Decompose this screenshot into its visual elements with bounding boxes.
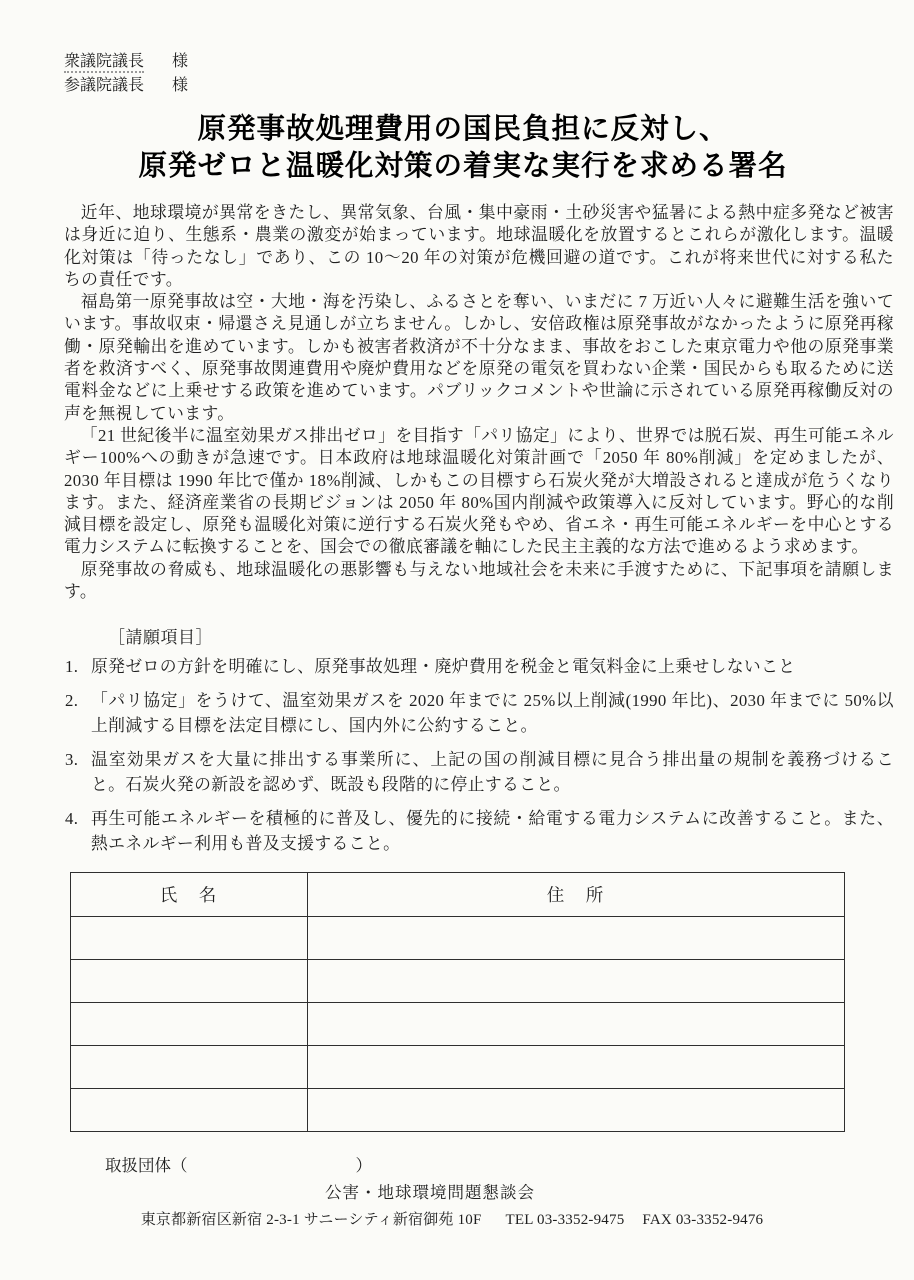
- petition-items-heading: ［請願項目］: [108, 628, 213, 648]
- body-text: [64, 202, 894, 603]
- petition-item-1: [64, 654, 894, 679]
- addressee-honorific: 様: [172, 53, 189, 70]
- body-paragraph-2: 福島第一原発事故は空・大地・海を汚染し、ふるさとを奪い、いまだに 7 万近い人々に避難生活を強いています。事故収束・帰還さえ見通しが立ちません。しかし、安倍政権は原発事故がなかったように原発再稼働・原発輸出を進めています。しかも被害者救済が不十分なまま、事故をおこした東京電力や他の原発事業者を救済すべく、原発事故関連費用や廃炉費用などを原発の電気を買わない企業・国民からも取るために送電料金などに上乗せする政策を進めています。パブリックコメントや世論に示されている原発再稼働反対の声を無視しています。: [64, 292, 894, 423]
- title-line-2: 原発ゼロと温暖化対策の着実な実行を求める署名: [138, 149, 788, 182]
- petition-item-text: 原発ゼロの方針を明確にし、原発事故処理・廃炉費用を税金と電気料金に上乗せしないこと: [91, 657, 796, 677]
- handling-org-field: [105, 1152, 894, 1176]
- signature-name-cell: [71, 960, 308, 1003]
- petition-item-text: 「パリ協定」をうけて、温室効果ガスを 2020 年までに 25%以上削減(1990 年比)、2030 年までに 50%以上削減する目標を法定目標にし、国内外に公約すること。: [91, 691, 894, 736]
- petition-item-number: 3.: [65, 750, 79, 770]
- signature-address-cell: [308, 1046, 845, 1089]
- name-column-header: 氏 名: [71, 873, 308, 917]
- organization-address: 東京都新宿区新宿 2-3-1 サニーシティ新宿御苑 10F: [140, 1212, 482, 1229]
- addressee-honorific: 様: [172, 77, 189, 94]
- petition-item-text: 温室効果ガスを大量に排出する事業所に、上記の国の削減目標に見合う排出量の規制を義務づけること。石炭火発の新設を認めず、既設も段階的に停止すること。: [91, 750, 894, 795]
- handling-org-suffix: ）: [355, 1156, 372, 1176]
- petition-item-4: [64, 806, 894, 856]
- body-paragraph-4: 原発事故の脅威も、地球温暖化の悪影響も与えない地域社会を未来に手渡すために、下記事項を請願します。: [64, 559, 894, 602]
- body-paragraph-3: 「21 世紀後半に温室効果ガス排出ゼロ」を目指す「パリ協定」により、世界では脱石炭、再生可能エネルギー100%への動きが急速です。日本政府は地球温暖化対策計画で「2050 年 80%削減」を定めましたが、2030 年目標は 1990 年比で僅か 18%削減、しかもこの目標すら石炭火発が大増設されると達成が危うくなります。また、経済産業省の長期ビジョンは 2050 年 80%国内削減や政策導入に反対しています。野心的な削減目標を設定し、原発も温暖化対策に逆行する石炭火発もやめ、省エネ・再生可能エネルギーを中心とする電力システムに転換することを、国会での徹底審議を軸にした民主主義的な方法で進めるよう求めます。: [64, 425, 894, 557]
- header-row: [71, 873, 845, 917]
- petition-items-list: [64, 654, 894, 856]
- addressee-house-of-councillors: [64, 74, 894, 98]
- addressee-house-of-representatives: [64, 50, 894, 74]
- signature-address-cell: [308, 960, 845, 1003]
- petition-item-number: 1.: [65, 657, 79, 677]
- signature-rows: [71, 917, 845, 1132]
- signature-name-cell: [71, 1003, 308, 1046]
- body-paragraph-1: 近年、地球環境が異常をきたし、異常気象、台風・集中豪雨・土砂災害や猛暑による熱中症多発など被害は身近に迫り、生態系・農業の激変が始まっています。地球温暖化を放置するとこれらが激化します。温暖化対策は「待ったなし」であり、この 10～20 年の対策が危機回避の道です。これが将来世代に対する私たちの責任です。: [64, 203, 894, 289]
- organization-contact-line: [64, 1208, 840, 1229]
- document-title: [64, 110, 862, 184]
- signature-row: [71, 1003, 845, 1046]
- signature-row: [71, 917, 845, 960]
- petition-item-2: [64, 688, 894, 738]
- signature-row: [71, 1089, 845, 1132]
- petition-item-3: [64, 747, 894, 797]
- handling-org-prefix: 取扱団体（: [105, 1156, 188, 1176]
- petition-item-number: 4.: [65, 809, 79, 829]
- signature-name-cell: [71, 1089, 308, 1132]
- petition-item-number: 2.: [65, 691, 79, 711]
- organization-tel: TEL 03-3352-9475: [505, 1212, 625, 1229]
- title-line-1: 原発事故処理費用の国民負担に反対し、: [197, 112, 729, 145]
- signature-table: [70, 872, 845, 1132]
- addressees: [64, 50, 894, 98]
- organization-name: 公害・地球環境問題懇談会: [325, 1183, 535, 1203]
- addressee-name: 衆議院議長: [64, 53, 144, 73]
- signature-address-cell: [308, 917, 845, 960]
- addressee-name: 参議院議長: [64, 77, 145, 94]
- signature-row: [71, 1046, 845, 1089]
- signature-name-cell: [71, 1046, 308, 1089]
- signature-table-header: [71, 873, 845, 917]
- address-column-header: 住 所: [308, 873, 845, 917]
- signature-row: [71, 960, 845, 1003]
- signature-address-cell: [308, 1089, 845, 1132]
- signature-address-cell: [308, 1003, 845, 1046]
- organization-fax: FAX 03-3352-9476: [642, 1212, 764, 1229]
- signature-name-cell: [71, 917, 308, 960]
- petition-item-text: 再生可能エネルギーを積極的に普及し、優先的に接続・給電する電力システムに改善すること。また、熱エネルギー利用も普及支援すること。: [91, 809, 894, 854]
